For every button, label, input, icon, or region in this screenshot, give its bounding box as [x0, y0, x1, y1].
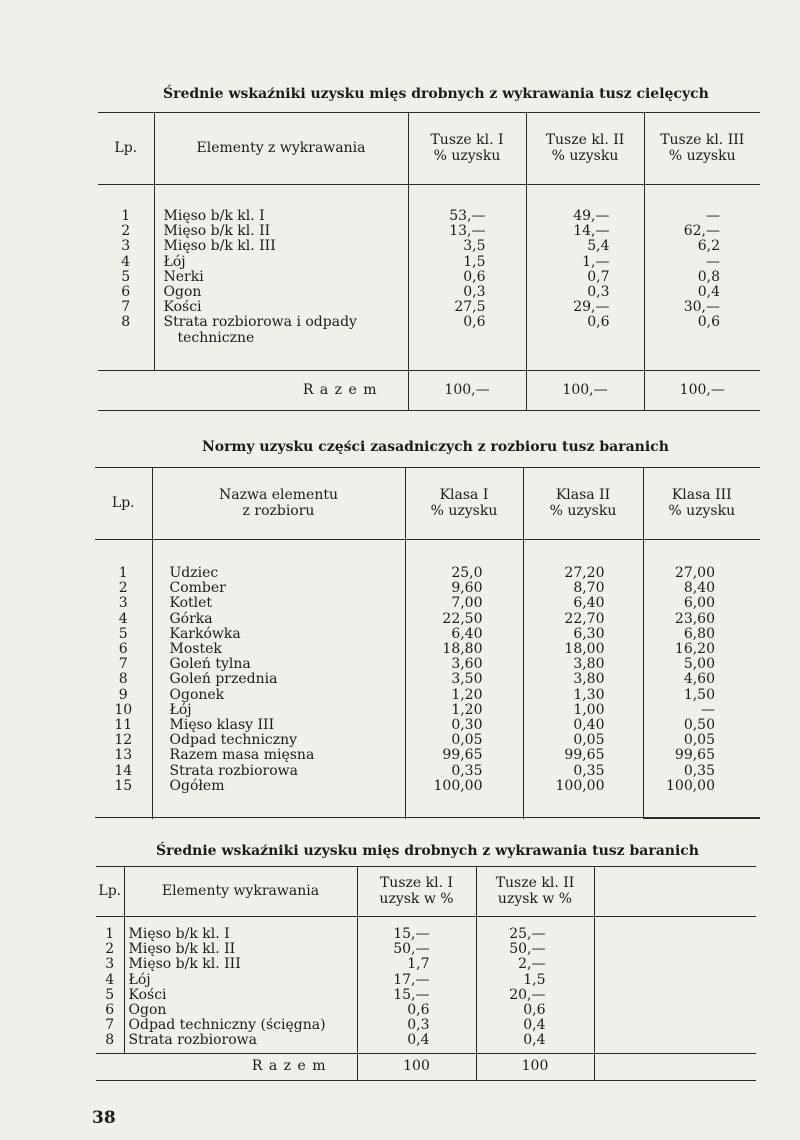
class2-value: 0,6 [523, 1002, 546, 1019]
class3-value: 5,00 [683, 656, 715, 673]
total-class3: 100,— [644, 371, 760, 411]
table2-title: Normy uzysku części zasadniczych z rozbioru tusz baranich [202, 439, 669, 455]
total-class2: 100 [476, 1054, 594, 1081]
element-name: Udziec [169, 565, 219, 581]
total-label: R a z e m [98, 371, 408, 411]
class2-value: 6,40 [573, 595, 605, 612]
row-number: 6 [121, 284, 131, 301]
class3-value: 62,— [683, 223, 720, 240]
class2-value: 1,00 [573, 701, 605, 718]
row-number: 3 [105, 956, 115, 973]
row-number: 3 [121, 238, 131, 255]
header-class2: Tusze kl. II % uzysku [526, 113, 644, 185]
total-class1: 100,— [408, 371, 526, 411]
elements-column [154, 185, 408, 371]
class2-value: 25,— [509, 926, 546, 942]
class2-value: 0,3 [587, 284, 610, 301]
class1-value: 25,0 [451, 565, 483, 581]
class1-value: 0,05 [451, 732, 483, 749]
class2-value: 5,4 [587, 238, 610, 255]
class1-value: 0,6 [463, 314, 486, 331]
veal-yield-table [98, 112, 760, 411]
element-name: Mięso b/k kl. I [163, 208, 265, 224]
class1-value: 1,7 [407, 956, 430, 973]
element-name: Strata rozbiorowa [128, 1032, 257, 1049]
row-number: 15 [114, 777, 133, 794]
class1-value: 0,35 [451, 762, 483, 779]
class2-value: 0,40 [573, 717, 605, 734]
class3-value: — [701, 701, 715, 718]
class1-value: 1,20 [451, 686, 483, 703]
header-lp: Lp. [95, 468, 152, 540]
class3-value: — [706, 253, 720, 270]
element-name: Goleń przednia [169, 671, 278, 688]
total-class2: 100,— [526, 371, 644, 411]
class3-value: 8,40 [683, 580, 715, 597]
table1-title: Średnie wskaźniki uzysku mięs drobnych z wykrawania tusz cielęcych [163, 86, 709, 102]
class1-value: 100,00 [433, 777, 483, 794]
class3-value: 6,00 [683, 595, 715, 612]
row-number: 6 [105, 1002, 115, 1019]
element-name: Odpad techniczny (ścięgna) [128, 1017, 326, 1034]
total-empty [594, 1054, 756, 1081]
header-class2: Tusze kl. II uzysk w % [476, 867, 594, 917]
element-name: Karkówka [169, 625, 241, 642]
element-name: Mięso b/k kl. III [128, 956, 241, 973]
class2-value: 99,65 [564, 747, 605, 764]
class2-value: 50,— [509, 941, 546, 958]
class2-value: 100,00 [555, 777, 605, 794]
class3-value: 4,60 [683, 671, 715, 688]
lamb-cuts-table [95, 467, 760, 819]
class1-value: 27,5 [454, 299, 486, 316]
class1-value: 15,— [393, 986, 430, 1003]
element-name: Łój [169, 701, 192, 718]
element-name: Odpad techniczny [169, 732, 298, 749]
row-number: 4 [121, 253, 131, 270]
class2-value: 20,— [509, 986, 546, 1003]
element-name: Comber [169, 580, 226, 597]
class2-value: 3,80 [573, 671, 605, 688]
class1-value: 0,4 [407, 1032, 430, 1049]
class1-value: 3,50 [451, 671, 483, 688]
class2-values [523, 540, 643, 819]
class1-value: 3,60 [451, 656, 483, 673]
class2-value: 1,— [582, 253, 610, 270]
class1-values [405, 540, 523, 819]
element-name: techniczne [177, 329, 255, 346]
header-elements: Elementy z wykrawania [154, 113, 408, 185]
class1-value: 13,— [449, 223, 486, 240]
class3-value: — [706, 208, 720, 224]
element-name: Kotlet [169, 595, 213, 612]
row-number: 13 [114, 747, 133, 764]
class2-value: 8,70 [573, 580, 605, 597]
class2-values [476, 917, 594, 1054]
class3-value: 6,80 [683, 625, 715, 642]
header-class1: Tusze kl. I % uzysku [408, 113, 526, 185]
class1-values [357, 917, 476, 1054]
elements-column [152, 540, 405, 819]
element-name: Kości [128, 986, 167, 1003]
element-name: Mięso b/k kl. II [128, 941, 236, 958]
row-number: 8 [121, 314, 131, 331]
total-label: R a z e m [96, 1054, 357, 1081]
header-element-name: Nazwa elementu z rozbioru [152, 468, 405, 540]
element-name: Nerki [163, 268, 204, 285]
class1-value: 1,5 [463, 253, 486, 270]
class3-value: 100,00 [666, 777, 715, 794]
element-name: Mostek [169, 641, 222, 658]
element-name: Mięso b/k kl. I [128, 926, 230, 942]
class2-value: 18,00 [564, 641, 605, 658]
element-name: Mięso b/k kl. II [163, 223, 271, 240]
class3-value: 0,6 [697, 314, 720, 331]
element-name: Strata rozbiorowa i odpady [163, 314, 357, 331]
row-number: 6 [118, 641, 128, 658]
class3-value: 23,60 [674, 610, 715, 627]
header-class3: Tusze kl. III % uzysku [644, 113, 760, 185]
table2-bottom-rule [95, 817, 760, 818]
class1-value: 99,65 [442, 747, 483, 764]
class1-value: 3,5 [463, 238, 486, 255]
class2-value: 27,20 [564, 565, 605, 581]
class2-value: 1,5 [523, 971, 546, 988]
class3-value: 0,4 [697, 284, 720, 301]
element-name: Łój [163, 253, 186, 270]
class2-value: 1,30 [573, 686, 605, 703]
class2-value: 0,35 [573, 762, 605, 779]
row-number: 9 [118, 686, 128, 703]
row-number: 1 [118, 565, 128, 581]
header-class3: Klasa III % uzysku [643, 468, 760, 540]
header-class1: Klasa I % uzysku [405, 468, 523, 540]
element-name: Strata rozbiorowa [169, 762, 298, 779]
class1-value: 50,— [393, 941, 430, 958]
element-name: Ogon [128, 1002, 167, 1019]
class1-value: 18,80 [442, 641, 483, 658]
class3-value: 30,— [683, 299, 720, 316]
row-number: 5 [105, 986, 115, 1003]
element-name: Ogółem [169, 777, 225, 794]
class1-value: 17,— [393, 971, 430, 988]
class1-value: 0,3 [407, 1017, 430, 1034]
class2-value: 0,4 [523, 1032, 546, 1049]
class3-values [643, 540, 760, 819]
element-name: Mięso b/k kl. III [163, 238, 276, 255]
class3-value: 16,20 [674, 641, 715, 658]
class1-value: 0,30 [451, 717, 483, 734]
class3-value: 99,65 [674, 747, 715, 764]
row-number: 1 [105, 926, 115, 942]
header-empty [594, 867, 756, 917]
class1-value: 0,6 [463, 268, 486, 285]
class3-value: 0,8 [697, 268, 720, 285]
row-number: 14 [114, 762, 133, 779]
row-number: 4 [118, 610, 128, 627]
class2-value: 0,05 [573, 732, 605, 749]
class2-value: 49,— [573, 208, 610, 224]
row-number: 1 [121, 208, 131, 224]
class2-value: 14,— [573, 223, 610, 240]
row-number: 3 [118, 595, 128, 612]
class2-values [526, 185, 644, 371]
row-number: 10 [114, 701, 133, 718]
elements-column [124, 917, 357, 1054]
element-name: Mięso klasy III [169, 717, 275, 734]
class2-value: 0,6 [587, 314, 610, 331]
element-name: Górka [169, 610, 213, 627]
row-number: 7 [105, 1017, 115, 1034]
header-class2: Klasa II % uzysku [523, 468, 643, 540]
class2-value: 29,— [573, 299, 610, 316]
element-name: Łój [128, 971, 151, 988]
page-number: 38 [92, 1108, 116, 1128]
class3-value: 0,50 [683, 717, 715, 734]
class2-value: 3,80 [573, 656, 605, 673]
class2-value: 0,7 [587, 268, 610, 285]
class1-values [408, 185, 526, 371]
lp-column [95, 540, 152, 819]
row-number: 2 [105, 941, 115, 958]
class1-value: 7,00 [451, 595, 483, 612]
row-number: 8 [105, 1032, 115, 1049]
class3-value: 0,35 [683, 762, 715, 779]
header-class1: Tusze kl. I uzysk w % [357, 867, 476, 917]
header-lp: Lp. [96, 867, 124, 917]
lamb-trim-table [96, 866, 756, 1081]
total-class1: 100 [357, 1054, 476, 1081]
header-elements: Elementy wykrawania [124, 867, 357, 917]
row-number: 7 [118, 656, 128, 673]
class1-value: 6,40 [451, 625, 483, 642]
class3-value: 27,00 [674, 565, 715, 581]
row-number: 12 [114, 732, 133, 749]
element-name: Goleń tylna [169, 656, 251, 673]
element-name: Ogon [163, 284, 202, 301]
class1-value: 15,— [393, 926, 430, 942]
class3-value: 0,05 [683, 732, 715, 749]
element-name: Razem masa mięsna [169, 747, 315, 764]
element-name: Ogonek [169, 686, 225, 703]
empty-column [594, 917, 756, 1054]
class2-value: 0,4 [523, 1017, 546, 1034]
class3-value: 1,50 [683, 686, 715, 703]
row-number: 5 [118, 625, 128, 642]
class3-value: 6,2 [697, 238, 720, 255]
table3-title: Średnie wskaźniki uzysku mięs drobnych z wykrawania tusz baranich [156, 843, 699, 859]
row-number: 11 [114, 717, 133, 734]
header-lp: Lp. [98, 113, 154, 185]
class1-value: 0,6 [407, 1002, 430, 1019]
class3-values [644, 185, 760, 371]
row-number: 7 [121, 299, 131, 316]
row-number: 2 [121, 223, 131, 240]
class1-value: 22,50 [442, 610, 483, 627]
class1-value: 53,— [449, 208, 486, 224]
lp-column [96, 917, 124, 1054]
class1-value: 1,20 [451, 701, 483, 718]
class2-value: 22,70 [564, 610, 605, 627]
row-number: 8 [118, 671, 128, 688]
row-number: 2 [118, 580, 128, 597]
element-name: Kości [163, 299, 202, 316]
row-number: 5 [121, 268, 131, 285]
class2-value: 6,30 [573, 625, 605, 642]
row-number: 4 [105, 971, 115, 988]
class1-value: 0,3 [463, 284, 486, 301]
class1-value: 9,60 [451, 580, 483, 597]
lp-column [98, 185, 154, 371]
class2-value: 2,— [518, 956, 546, 973]
